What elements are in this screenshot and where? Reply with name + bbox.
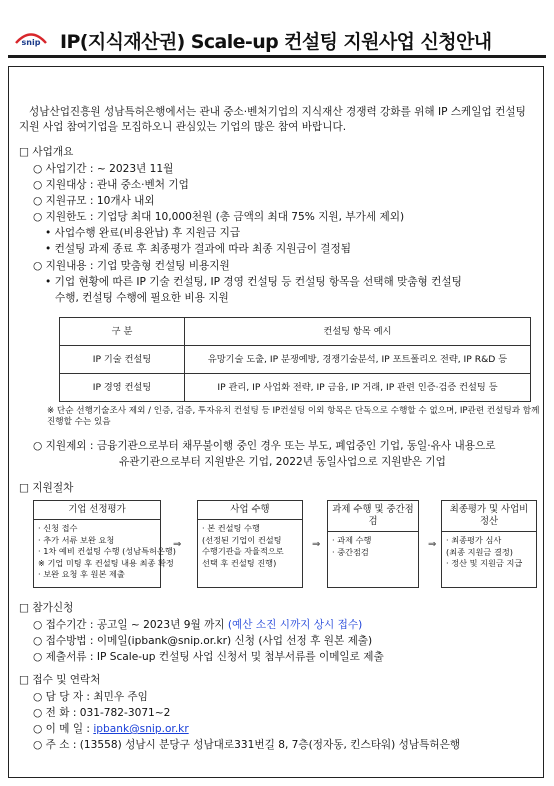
- snip-logo: [14, 30, 48, 48]
- section-heading-contact: □ 접수 및 연락처: [19, 674, 101, 686]
- procedure-step: [197, 500, 303, 588]
- logo-text: snip: [21, 38, 41, 47]
- step-line: · 정산 및 지원금 지급: [446, 558, 523, 568]
- arrow-icon: ⇒: [173, 539, 182, 550]
- step-line: · 보완 요청 후 원본 제출: [38, 569, 125, 579]
- arrow-icon: ⇒: [312, 539, 321, 550]
- step-line: · 중간점검: [332, 546, 369, 557]
- table-header-cell: 컨설팅 항목 예시: [185, 318, 531, 346]
- intro-paragraph: 성남산업진흥원 성남특허은행에서는 관내 중소·벤처기업의 지식재산 경쟁력 강화를 위해 IP 스케일업 컨설팅 지원 사업 참여기업을 모집하오니 관심있는 기업의 많은 참여 바랍니다.: [19, 106, 526, 133]
- overview-bullet: • 기업 현황에 따른 IP 기술 컨설팅, IP 경영 컨설팅 등 컨설팅 항목을 선택해 맞춤형 컨설팅: [45, 276, 462, 288]
- step-line: · 신청 접수: [38, 523, 78, 533]
- table-header-cell: 구 분: [60, 318, 185, 346]
- table-row: [60, 346, 531, 374]
- apply-method: ○ 접수방법 : 이메일(ipbank@snip.or.kr) 신청 (사업 선정 후 원본 제출): [33, 635, 373, 647]
- step-body: [442, 532, 536, 573]
- procedure-step: [33, 500, 176, 588]
- contact-address: ○ 주 소 : (13558) 성남시 분당구 성남대로331번길 8, 7층(정자동, 킨스타워) 성남특허은행: [33, 739, 461, 751]
- step-title: 사업 수행: [198, 501, 302, 520]
- step-title: 최종평가 및 사업비 정산: [442, 501, 536, 532]
- table-cell: IP 경영 컨설팅: [60, 374, 185, 402]
- step-title: 과제 수행 및 중간점검: [328, 501, 418, 532]
- table-cell: 유망기술 도출, IP 분쟁예방, 경쟁기술분석, IP 포트폴리오 전략, IP R&D 등: [185, 346, 531, 374]
- contact-phone: ○ 전 화 : 031-782-3071~2: [33, 707, 171, 719]
- section-heading-overview: □ 사업개요: [19, 146, 74, 158]
- step-body: [34, 520, 176, 584]
- arrow-icon: ⇒: [428, 539, 437, 550]
- step-line: · 과제 수행: [332, 535, 372, 545]
- section-heading-apply: □ 참가신청: [19, 602, 74, 614]
- exclusion-line: ○ 지원제외 : 금융기관으로부터 채무불이행 중인 경우 또는 부도, 폐업중인 기업, 동일·유사 내용으로: [33, 440, 496, 452]
- consulting-table: [59, 317, 531, 402]
- content-frame: [8, 66, 544, 778]
- apply-period: [33, 618, 362, 633]
- overview-item: ○ 지원대상 : 관내 중소·벤처 기업: [33, 179, 189, 191]
- overview-bullet: • 사업수행 완료(비용완납) 후 지원금 지급: [45, 227, 241, 239]
- contact-email: [33, 722, 189, 737]
- step-line: · 본 컨설팅 수행: [202, 523, 260, 533]
- procedure-step: [327, 500, 419, 588]
- step-line: (최종 지원금 결정): [446, 546, 513, 557]
- step-line: ※ 기업 미팅 후 컨설팅 내용 최종 확정: [38, 557, 174, 568]
- step-body: [328, 532, 418, 561]
- overview-item: ○ 지원내용 : 기업 맞춤형 컨설팅 비용지원: [33, 260, 230, 272]
- header-divider: [8, 55, 546, 58]
- step-line: 선택 후 컨설팅 진행): [202, 557, 277, 568]
- page-title: IP(지식재산권) Scale-up 컨설팅 지원사업 신청안내: [60, 31, 492, 53]
- section-heading-procedure: □ 지원절차: [19, 482, 74, 494]
- table-header-row: [60, 318, 531, 346]
- apply-docs: ○ 제출서류 : IP Scale-up 컨설팅 사업 신청서 및 첨부서류를 이메일로 제출: [33, 651, 384, 663]
- document-header: [8, 18, 546, 58]
- overview-item: ○ 사업기간 : ~ 2023년 11월: [33, 163, 174, 175]
- step-title: 기업 선정평가: [34, 501, 160, 520]
- overview-bullet: • 컨설팅 과제 종료 후 최종평가 결과에 따라 최종 지원금이 결정됨: [45, 243, 351, 255]
- apply-period-label: ○ 접수기간 : 공고일 ~ 2023년 9월 까지: [33, 619, 228, 631]
- step-line: · 추가 서류 보완 요청: [38, 534, 115, 545]
- overview-item: ○ 지원한도 : 기업당 최대 10,000천원 (총 금액의 최대 75% 지원, 부가세 제외): [33, 211, 405, 223]
- step-line: 수행기관을 자율적으로: [202, 546, 284, 556]
- step-body: [198, 520, 302, 572]
- overview-item: ○ 지원규모 : 10개사 내외: [33, 195, 155, 207]
- email-link[interactable]: ipbank@snip.or.kr: [93, 723, 189, 735]
- table-cell: IP 기술 컨설팅: [60, 346, 185, 374]
- table-row: [60, 374, 531, 402]
- exclusion-line: 유관기관으로부터 지원받은 기업, 2022년 동일사업으로 지원받은 기업: [119, 456, 446, 468]
- overview-bullet-cont: 수행, 컨설팅 수행에 필요한 비용 지원: [55, 292, 229, 304]
- step-line: · 최종평가 심사: [446, 535, 502, 545]
- table-note: ※ 단순 선행기술조사 제외 / 인증, 검증, 투자유치 컨설팅 등 IP컨설팅 이외 항목은 단독으로 수행할 수 없으며, IP관련 컨설팅과 함께 진행할 수는 있음: [47, 406, 540, 427]
- table-cell: IP 관리, IP 사업화 전략, IP 금융, IP 거래, IP 관련 인증·검증 컨설팅 등: [185, 374, 531, 402]
- contact-person: ○ 담 당 자 : 최민우 주임: [33, 691, 148, 703]
- apply-period-note: (예산 소진 시까지 상시 접수): [227, 619, 363, 631]
- procedure-step: [441, 500, 537, 588]
- contact-email-label: ○ 이 메 일 :: [33, 723, 94, 735]
- step-line: · 1차 예비 컨설팅 수행 (성남특허은행): [38, 546, 176, 556]
- step-line: (선정된 기업이 컨설팅: [202, 534, 282, 545]
